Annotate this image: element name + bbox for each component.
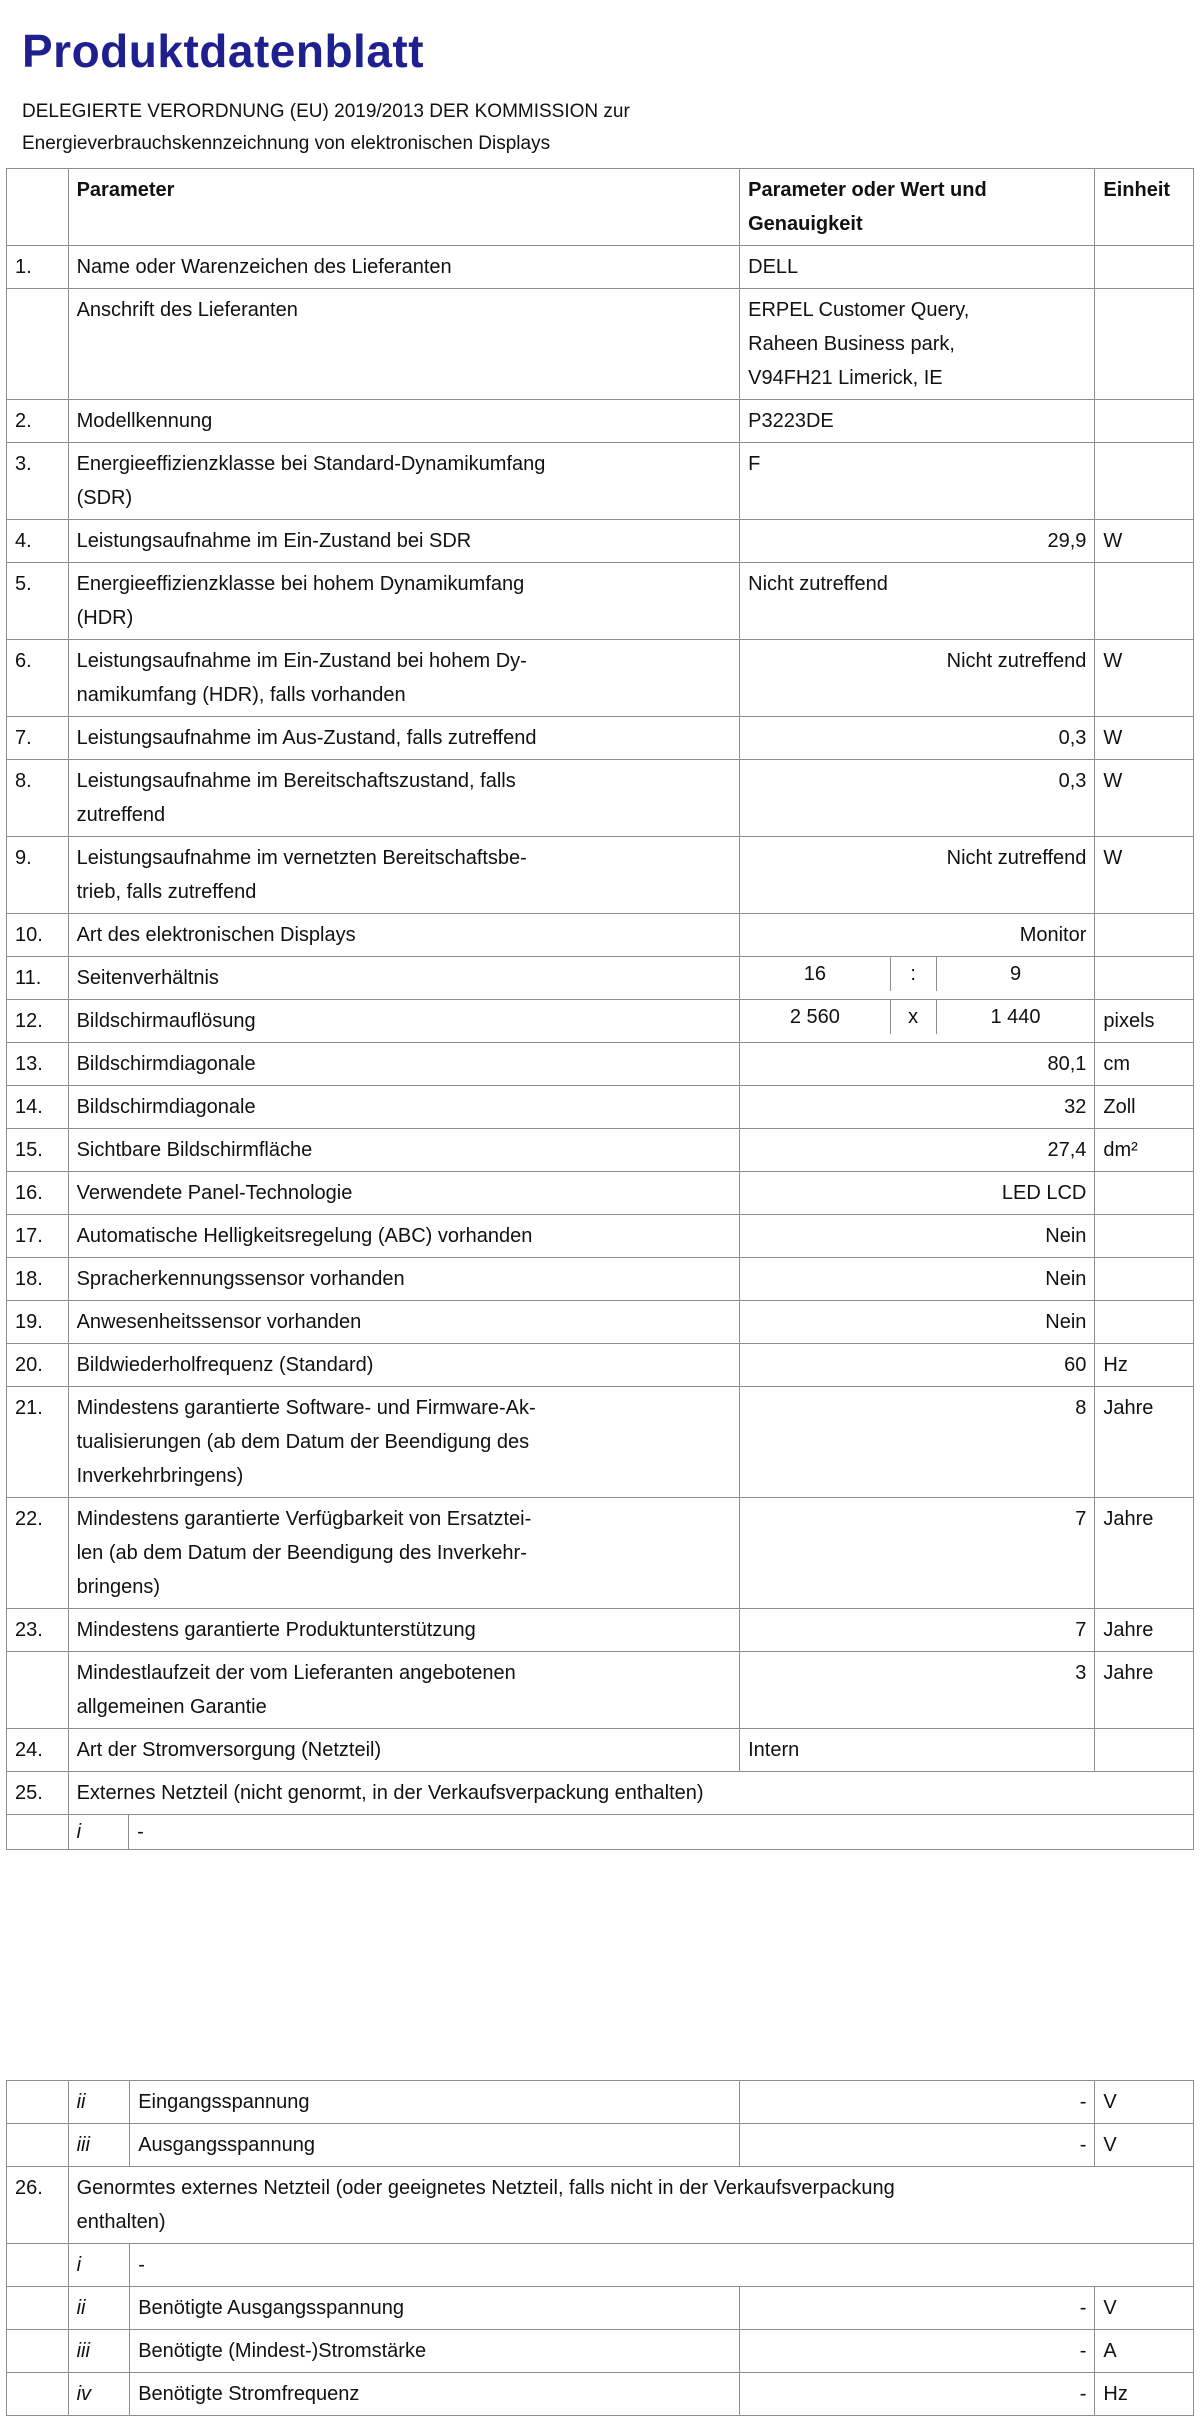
- page-break-gap: [6, 1850, 1194, 2080]
- table-row: 24. Art der Stromversorgung (Netzteil) Intern: [7, 1729, 1194, 1772]
- table-row: 13. Bildschirmdiagonale 80,1 cm: [7, 1043, 1194, 1086]
- table-row: 20. Bildwiederholfrequenz (Standard) 60 Hz: [7, 1344, 1194, 1387]
- page-subtitle: [22, 96, 1194, 160]
- table-row: 5. Energieeffizienzklasse bei hohem Dynamikumfang (HDR) Nicht zutreffend: [7, 563, 1194, 640]
- table-row: 17. Automatische Helligkeitsregelung (ABC) vorhanden Nein: [7, 1215, 1194, 1258]
- header-param: Parameter: [68, 169, 740, 246]
- table-row: iii Ausgangsspannung - V: [7, 2124, 1194, 2167]
- table-row: 19. Anwesenheitssensor vorhanden Nein: [7, 1301, 1194, 1344]
- table-row: 7. Leistungsaufnahme im Aus-Zustand, falls zutreffend 0,3 W: [7, 717, 1194, 760]
- table-row: iv Benötigte Stromfrequenz - Hz: [7, 2373, 1194, 2416]
- subtitle-line: DELEGIERTE VERORDNUNG (EU) 2019/2013 DER KOMMISSION zur: [22, 101, 630, 122]
- table-row: i -: [7, 2244, 1194, 2287]
- table-row: 14. Bildschirmdiagonale 32 Zoll: [7, 1086, 1194, 1129]
- header-num: [7, 169, 69, 246]
- table-row: 16. Verwendete Panel-Technologie LED LCD: [7, 1172, 1194, 1215]
- table-row: 18. Spracherkennungssensor vorhanden Nein: [7, 1258, 1194, 1301]
- table-row: iii Benötigte (Mindest-)Stromstärke - A: [7, 2330, 1194, 2373]
- table-row: 26. Genormtes externes Netzteil (oder geeignetes Netzteil, falls nicht in der Verkaufsverpackung enthalten): [7, 2167, 1194, 2244]
- datasheet-page: [6, 6, 1194, 2416]
- table-row: 15. Sichtbare Bildschirmfläche 27,4 dm²: [7, 1129, 1194, 1172]
- spec-table: [6, 168, 1194, 1850]
- header-unit: Einheit: [1095, 169, 1194, 246]
- table-row: 3. Energieeffizienzklasse bei Standard-Dynamikumfang (SDR) F: [7, 443, 1194, 520]
- table-row: 25. Externes Netzteil (nicht genormt, in der Verkaufsverpackung enthalten): [7, 1772, 1194, 1815]
- table-row: 6. Leistungsaufnahme im Ein-Zustand bei hohem Dy- namikumfang (HDR), falls vorhanden Nicht zutreffend W: [7, 640, 1194, 717]
- table-row: 1. Name oder Warenzeichen des Lieferanten DELL: [7, 246, 1194, 289]
- table-row: Mindestlaufzeit der vom Lieferanten angebotenen allgemeinen Garantie 3 Jahre: [7, 1652, 1194, 1729]
- table-row: 8. Leistungsaufnahme im Bereitschaftszustand, falls zutreffend 0,3 W: [7, 760, 1194, 837]
- table-row: 23. Mindestens garantierte Produktunterstützung 7 Jahre: [7, 1609, 1194, 1652]
- table-row: 4. Leistungsaufnahme im Ein-Zustand bei SDR 29,9 W: [7, 520, 1194, 563]
- table-row: Anschrift des Lieferanten ERPEL Customer Query, Raheen Business park, V94FH21 Limerick, IE: [7, 289, 1194, 400]
- header-value: Parameter oder Wert und Genauigkeit: [740, 169, 1095, 246]
- subtitle-line: Energieverbrauchskennzeichnung von elektronischen Displays: [22, 133, 551, 154]
- table-row: 12. Bildschirmauflösung 2 560 x 1 440 pixels: [7, 1000, 1194, 1043]
- table-row: 2. Modellkennung P3223DE: [7, 400, 1194, 443]
- table-header: [7, 169, 1194, 246]
- table-row: ii Benötigte Ausgangsspannung - V: [7, 2287, 1194, 2330]
- table-row: 9. Leistungsaufnahme im vernetzten Bereitschaftsbe- trieb, falls zutreffend Nicht zutreffend W: [7, 837, 1194, 914]
- spec-table-continued: [6, 2080, 1194, 2416]
- table-row: 22. Mindestens garantierte Verfügbarkeit von Ersatztei- len (ab dem Datum der Beendigung des Inverkehr- bringens) 7 Jahre: [7, 1498, 1194, 1609]
- table-row: 11. Seitenverhältnis 16 : 9: [7, 957, 1194, 1000]
- table-row: i -: [7, 1815, 1194, 1850]
- table-row: ii Eingangsspannung - V: [7, 2081, 1194, 2124]
- table-row: 21. Mindestens garantierte Software- und Firmware-Ak- tualisierungen (ab dem Datum der Beendigung des Inverkehrbringens) 8 Jahre: [7, 1387, 1194, 1498]
- page-title: Produktdatenblatt: [22, 25, 425, 77]
- table-row: 10. Art des elektronischen Displays Monitor: [7, 914, 1194, 957]
